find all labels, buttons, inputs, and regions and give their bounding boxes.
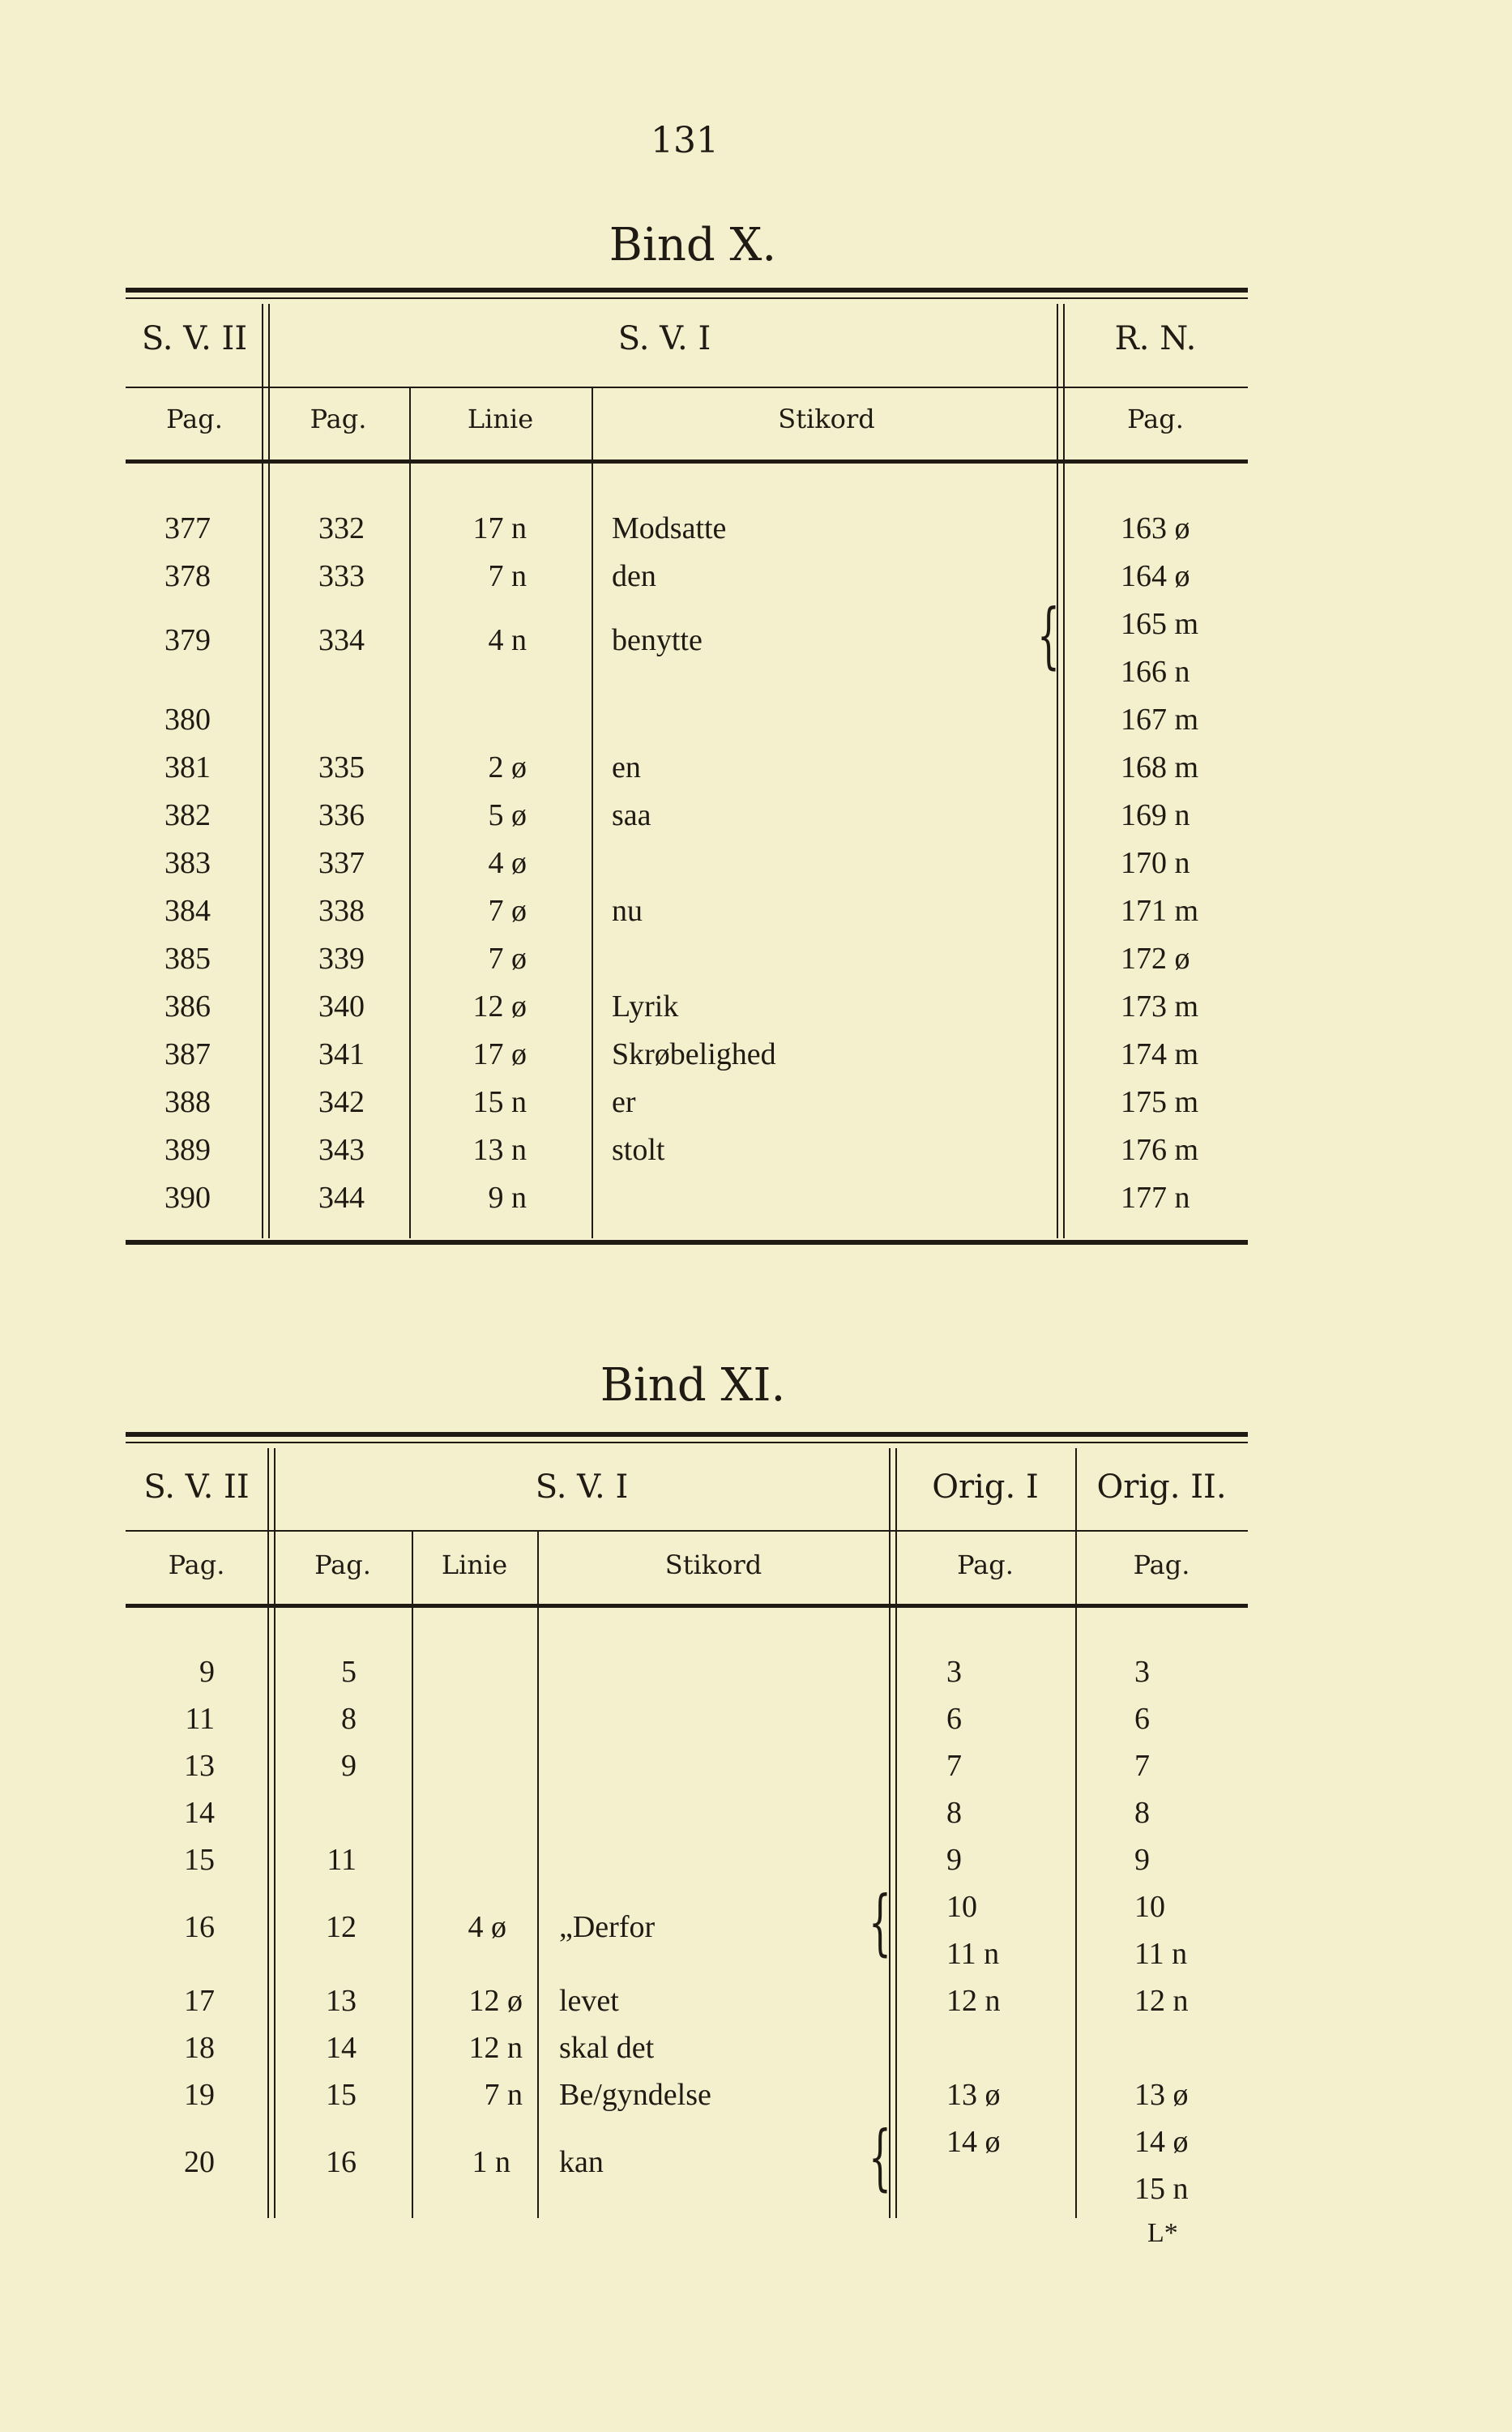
table1-top-rule (126, 288, 1248, 293)
table1-header-sv2: S. V. II (141, 320, 248, 357)
table1-vrule-3 (592, 387, 593, 1238)
table2-title: Bind XI. (600, 1359, 786, 1412)
table1-sub-pag-rn: Pag. (1127, 404, 1184, 434)
table2-header-sv1: S. V. I (535, 1468, 629, 1506)
page-number: 131 (651, 120, 719, 161)
table2-vrule-4a (889, 1448, 891, 2218)
table2-vrule-5 (1075, 1448, 1077, 2218)
table2-sub-pag-sv1: Pag. (314, 1549, 371, 1580)
table1-bottom-rule (126, 1240, 1248, 1245)
table2-sub-linie: Linie (441, 1549, 508, 1580)
table2-brace: { (869, 1880, 891, 1964)
table1-title: Bind X. (609, 219, 777, 271)
table2-vrule-1b (274, 1448, 275, 2218)
table2-sub-pag-sv2: Pag. (168, 1549, 225, 1580)
table2-top-rule-thin (126, 1442, 1248, 1443)
table1-header-bottom-rule (126, 459, 1248, 464)
table1-sub-pag-sv1: Pag. (310, 404, 367, 434)
table1-top-rule-thin (126, 297, 1248, 299)
table2-sub-stikord: Stikord (664, 1549, 762, 1580)
table1-sub-pag-sv2: Pag. (166, 404, 223, 434)
table1-vrule-4b (1063, 304, 1065, 1238)
table2-top-rule (126, 1432, 1248, 1437)
table1-sub-stikord: Stikord (778, 404, 875, 434)
table2-header-orig2: Orig. II. (1096, 1468, 1227, 1506)
table1-vrule-1a (262, 304, 263, 1238)
table1-brace: { (1037, 593, 1060, 677)
table1-vrule-4a (1057, 304, 1058, 1238)
table2-header-bottom-rule (126, 1604, 1248, 1608)
table2-brace: { (869, 2115, 891, 2199)
table2-vrule-3 (537, 1530, 539, 2218)
table1-sub-linie: Linie (467, 404, 534, 434)
table2-vrule-1a (267, 1448, 269, 2218)
table2-sub-pag-orig2: Pag. (1133, 1549, 1190, 1580)
table1-header-sv1: S. V. I (617, 320, 711, 357)
table2-vrule-2 (412, 1530, 413, 2218)
table2-header-orig1: Orig. I (932, 1468, 1039, 1506)
table2-sub-pag-orig1: Pag. (957, 1549, 1014, 1580)
table1-vrule-1b (268, 304, 270, 1238)
table2-header-sv2: S. V. II (143, 1468, 250, 1506)
table2-vrule-4b (895, 1448, 897, 2218)
table1-header-midrule (126, 387, 1248, 388)
signature-mark: L* (1147, 2218, 1178, 2248)
table1-header-rn: R. N. (1114, 320, 1197, 357)
table1-vrule-2 (409, 387, 411, 1238)
table2-header-midrule (126, 1530, 1248, 1532)
